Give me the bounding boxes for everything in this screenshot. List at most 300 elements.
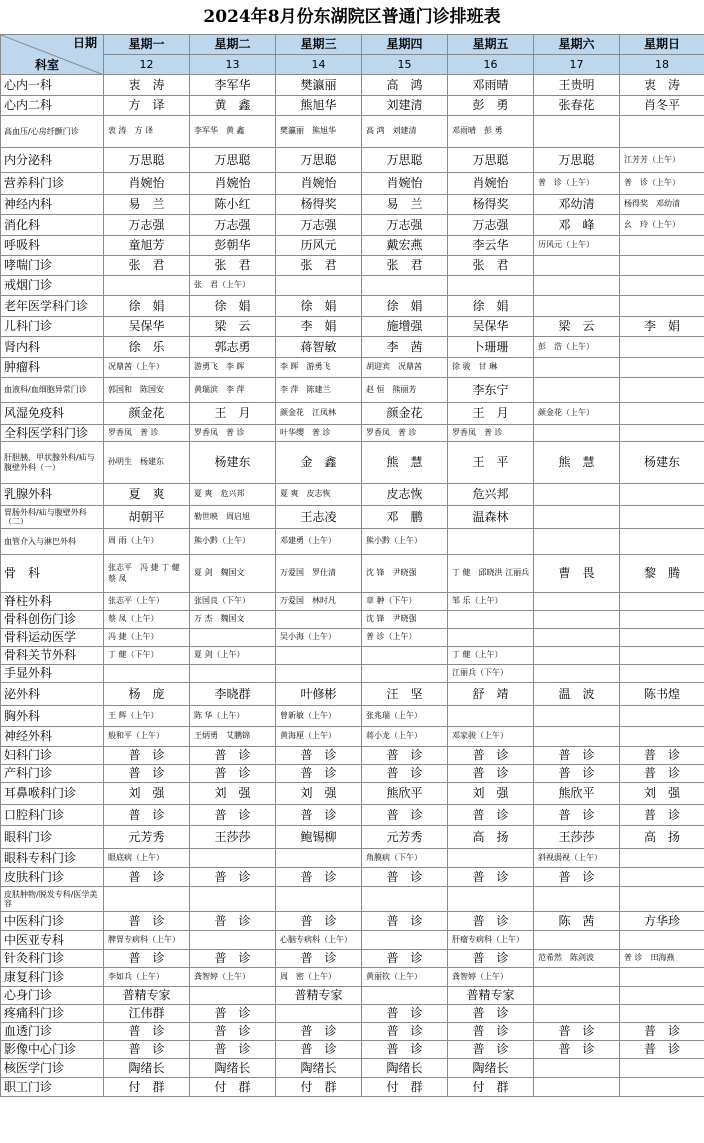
schedule-cell: 普 诊 bbox=[190, 765, 276, 783]
day-header: 星期日 bbox=[620, 35, 704, 55]
schedule-cell: 徐 娟 bbox=[190, 296, 276, 317]
department-name: 骨科运动医学 bbox=[1, 629, 104, 647]
schedule-cell bbox=[362, 931, 448, 950]
table-row bbox=[1, 887, 704, 912]
schedule-cell: 丁 健（上午） bbox=[448, 647, 534, 665]
schedule-cell: 陈 华（上午） bbox=[190, 706, 276, 727]
schedule-cell bbox=[276, 611, 362, 629]
table-row bbox=[1, 296, 704, 317]
table-row bbox=[1, 727, 704, 747]
department-name: 呼吸科 bbox=[1, 236, 104, 256]
schedule-cell: 李云华 bbox=[448, 236, 534, 256]
schedule-cell: 普 诊 bbox=[104, 805, 190, 826]
department-name: 血液科/血细胞异常门诊 bbox=[1, 378, 104, 403]
schedule-cell: 普 诊 bbox=[190, 950, 276, 968]
schedule-cell bbox=[448, 849, 534, 868]
schedule-cell: 张 君（上午） bbox=[190, 276, 276, 296]
schedule-cell bbox=[534, 611, 620, 629]
schedule-cell: 胡迎宾 况鼎茜 bbox=[362, 358, 448, 378]
schedule-cell: 普 诊 bbox=[104, 950, 190, 968]
schedule-cell: 衷 涛 方 译 bbox=[104, 116, 190, 148]
schedule-cell: 李如兵（上午） bbox=[104, 968, 190, 987]
schedule-cell: 周 雨（上午） bbox=[104, 529, 190, 555]
schedule-cell: 万志强 bbox=[104, 215, 190, 236]
schedule-cell: 江伟群 bbox=[104, 1005, 190, 1023]
schedule-cell: 普精专家 bbox=[276, 987, 362, 1005]
schedule-cell bbox=[534, 931, 620, 950]
schedule-cell: 罗香凤 普 诊 bbox=[448, 425, 534, 442]
schedule-cell: 夏 剑 魏国文 bbox=[190, 555, 276, 593]
table-row bbox=[1, 75, 704, 96]
schedule-cell bbox=[104, 665, 190, 683]
department-name: 核医学门诊 bbox=[1, 1059, 104, 1078]
schedule-cell: 普 诊 bbox=[362, 912, 448, 931]
schedule-cell: 徐 娟 bbox=[276, 296, 362, 317]
table-row bbox=[1, 215, 704, 236]
schedule-cell: 夏 爽 bbox=[104, 484, 190, 506]
schedule-cell bbox=[534, 378, 620, 403]
schedule-cell: 张国良（下午） bbox=[190, 593, 276, 611]
schedule-cell: 高 扬 bbox=[448, 826, 534, 849]
date-header: 15 bbox=[362, 55, 448, 75]
department-name: 肾内科 bbox=[1, 337, 104, 358]
schedule-cell: 普 诊 bbox=[362, 747, 448, 765]
schedule-cell bbox=[534, 706, 620, 727]
schedule-cell: 熊 慧 bbox=[534, 442, 620, 484]
schedule-cell: 颜金花 bbox=[104, 403, 190, 425]
schedule-cell bbox=[534, 1005, 620, 1023]
schedule-cell: 张 君 bbox=[362, 256, 448, 276]
schedule-cell: 斜视弱视（上午） bbox=[534, 849, 620, 868]
schedule-cell: 彭 浩（上午） bbox=[534, 337, 620, 358]
date-header: 14 bbox=[276, 55, 362, 75]
schedule-cell: 普 诊 bbox=[620, 1023, 704, 1041]
schedule-cell bbox=[620, 887, 704, 912]
schedule-cell bbox=[362, 276, 448, 296]
department-name: 胸外科 bbox=[1, 706, 104, 727]
schedule-cell bbox=[534, 296, 620, 317]
schedule-cell: 罗香凤 普 诊 bbox=[104, 425, 190, 442]
department-name: 儿科门诊 bbox=[1, 317, 104, 337]
schedule-cell: 李军华 黄 鑫 bbox=[190, 116, 276, 148]
schedule-cell: 普 诊 bbox=[534, 765, 620, 783]
schedule-cell: 徐 娟 bbox=[104, 296, 190, 317]
schedule-cell: 付 群 bbox=[190, 1078, 276, 1097]
schedule-cell: 李军华 bbox=[190, 75, 276, 96]
schedule-cell: 章 翀（下午） bbox=[362, 593, 448, 611]
table-row bbox=[1, 236, 704, 256]
table-row bbox=[1, 665, 704, 683]
schedule-cell: 普 诊 bbox=[534, 1041, 620, 1059]
schedule-cell: 幺 玲（上午） bbox=[620, 215, 704, 236]
schedule-cell: 童旭芳 bbox=[104, 236, 190, 256]
schedule-cell: 邓 鹏 bbox=[362, 506, 448, 529]
schedule-cell bbox=[534, 887, 620, 912]
table-row bbox=[1, 403, 704, 425]
schedule-cell: 熊小黔（上午） bbox=[190, 529, 276, 555]
schedule-cell: 肖婉怡 bbox=[190, 173, 276, 195]
schedule-cell bbox=[620, 484, 704, 506]
schedule-cell: 普 诊 bbox=[276, 765, 362, 783]
schedule-cell bbox=[620, 529, 704, 555]
schedule-cell: 范希然 陈剑波 bbox=[534, 950, 620, 968]
schedule-cell: 普 诊 bbox=[104, 1023, 190, 1041]
table-row bbox=[1, 706, 704, 727]
schedule-cell: 普 诊 bbox=[362, 950, 448, 968]
schedule-cell: 王志凌 bbox=[276, 506, 362, 529]
schedule-cell: 普 诊 bbox=[448, 805, 534, 826]
schedule-cell: 刘 强 bbox=[190, 783, 276, 805]
table-row bbox=[1, 849, 704, 868]
schedule-cell: 普 诊（上午） bbox=[534, 173, 620, 195]
schedule-cell: 陈小红 bbox=[190, 195, 276, 215]
table-row bbox=[1, 611, 704, 629]
schedule-cell: 熊欣平 bbox=[362, 783, 448, 805]
schedule-cell: 杨建东 bbox=[620, 442, 704, 484]
schedule-cell: 危兴邦 bbox=[448, 484, 534, 506]
schedule-cell: 肝瘤专病科（上午） bbox=[448, 931, 534, 950]
schedule-cell bbox=[620, 629, 704, 647]
schedule-cell bbox=[620, 665, 704, 683]
schedule-cell: 普 诊 bbox=[190, 1041, 276, 1059]
schedule-cell: 邓家骏（上午） bbox=[448, 727, 534, 747]
schedule-cell: 吴保华 bbox=[104, 317, 190, 337]
date-header: 16 bbox=[448, 55, 534, 75]
department-name: 血透门诊 bbox=[1, 1023, 104, 1041]
schedule-cell bbox=[190, 629, 276, 647]
schedule-cell: 温 波 bbox=[534, 683, 620, 706]
schedule-cell: 杨建东 bbox=[190, 442, 276, 484]
schedule-cell: 吴小海（上午） bbox=[276, 629, 362, 647]
schedule-cell: 普 诊 bbox=[276, 805, 362, 826]
schedule-cell: 付 群 bbox=[276, 1078, 362, 1097]
schedule-cell bbox=[620, 256, 704, 276]
schedule-cell bbox=[534, 1059, 620, 1078]
schedule-cell: 李 娟 bbox=[620, 317, 704, 337]
schedule-cell: 万 杰 魏国文 bbox=[190, 611, 276, 629]
schedule-cell: 普 诊 bbox=[104, 912, 190, 931]
schedule-cell: 徐 乐 bbox=[104, 337, 190, 358]
schedule-cell bbox=[620, 506, 704, 529]
table-row bbox=[1, 783, 704, 805]
schedule-cell bbox=[534, 593, 620, 611]
schedule-cell: 陶绪长 bbox=[448, 1059, 534, 1078]
table-row bbox=[1, 826, 704, 849]
table-row bbox=[1, 442, 704, 484]
schedule-cell: 郭国和 陈国安 bbox=[104, 378, 190, 403]
schedule-cell: 般和平（上午） bbox=[104, 727, 190, 747]
schedule-cell bbox=[448, 629, 534, 647]
schedule-cell: 方 译 bbox=[104, 96, 190, 116]
schedule-cell: 万志强 bbox=[190, 215, 276, 236]
schedule-cell: 况鼎茜（上午） bbox=[104, 358, 190, 378]
department-name: 戒烟门诊 bbox=[1, 276, 104, 296]
schedule-cell: 历风元（上午） bbox=[534, 236, 620, 256]
schedule-cell: 胡朝平 bbox=[104, 506, 190, 529]
schedule-cell: 高 扬 bbox=[620, 826, 704, 849]
schedule-cell: 陶绪长 bbox=[276, 1059, 362, 1078]
schedule-cell: 刘 强 bbox=[620, 783, 704, 805]
schedule-cell: 普 诊 bbox=[448, 868, 534, 887]
schedule-cell: 普精专家 bbox=[104, 987, 190, 1005]
schedule-cell: 普 诊 bbox=[362, 1041, 448, 1059]
schedule-cell: 刘 强 bbox=[104, 783, 190, 805]
date-header: 18 bbox=[620, 55, 704, 75]
department-name: 肝胆胰、甲状腺外科/疝与腹壁外科（一） bbox=[1, 442, 104, 484]
schedule-cell: 李 娟 bbox=[276, 317, 362, 337]
schedule-cell: 陶绪长 bbox=[190, 1059, 276, 1078]
schedule-cell: 高 鸿 刘建清 bbox=[362, 116, 448, 148]
date-header: 17 bbox=[534, 55, 620, 75]
schedule-cell: 金 鑫 bbox=[276, 442, 362, 484]
schedule-cell: 王 平 bbox=[448, 442, 534, 484]
schedule-cell: 普 诊 bbox=[104, 765, 190, 783]
schedule-cell: 方华珍 bbox=[620, 912, 704, 931]
schedule-cell bbox=[620, 647, 704, 665]
department-name: 老年医学科门诊 bbox=[1, 296, 104, 317]
table-row bbox=[1, 276, 704, 296]
department-name: 胃肠外科/疝与腹壁外科（二） bbox=[1, 506, 104, 529]
schedule-cell: 张 君 bbox=[448, 256, 534, 276]
department-name: 针灸科门诊 bbox=[1, 950, 104, 968]
schedule-cell: 赵 恒 熊丽芳 bbox=[362, 378, 448, 403]
schedule-cell: 陈 茜 bbox=[534, 912, 620, 931]
schedule-cell: 汪 坚 bbox=[362, 683, 448, 706]
department-name: 中医科门诊 bbox=[1, 912, 104, 931]
schedule-cell: 普 诊 bbox=[276, 950, 362, 968]
schedule-cell bbox=[276, 849, 362, 868]
schedule-cell: 徐 娟 bbox=[362, 296, 448, 317]
schedule-cell: 黄 鑫 bbox=[190, 96, 276, 116]
schedule-cell bbox=[620, 931, 704, 950]
schedule-cell bbox=[448, 887, 534, 912]
schedule-cell: 熊小黔（上午） bbox=[362, 529, 448, 555]
schedule-cell: 普 诊 bbox=[276, 1023, 362, 1041]
schedule-cell: 邓 峰 bbox=[534, 215, 620, 236]
department-name: 口腔科门诊 bbox=[1, 805, 104, 826]
department-name: 全科医学科门诊 bbox=[1, 425, 104, 442]
schedule-cell: 普 诊 bbox=[362, 1005, 448, 1023]
schedule-cell: 普 诊 bbox=[448, 1023, 534, 1041]
schedule-cell: 孙明生 杨建东 bbox=[104, 442, 190, 484]
schedule-cell: 黎 腾 bbox=[620, 555, 704, 593]
schedule-cell bbox=[448, 529, 534, 555]
schedule-cell: 沈 锋 尹晓强 bbox=[362, 555, 448, 593]
schedule-cell: 李晓群 bbox=[190, 683, 276, 706]
schedule-cell: 普 诊 bbox=[190, 805, 276, 826]
schedule-cell: 冯 捷（上午） bbox=[104, 629, 190, 647]
schedule-cell: 樊瀛丽 熊旭华 bbox=[276, 116, 362, 148]
schedule-cell: 彭 勇 bbox=[448, 96, 534, 116]
schedule-cell: 王 月 bbox=[448, 403, 534, 425]
day-header: 星期五 bbox=[448, 35, 534, 55]
schedule-cell: 颜金花 江凤林 bbox=[276, 403, 362, 425]
schedule-cell: 万爱国 林时凡 bbox=[276, 593, 362, 611]
table-row bbox=[1, 647, 704, 665]
schedule-cell: 江芳芳（上午） bbox=[620, 148, 704, 173]
schedule-cell bbox=[620, 593, 704, 611]
department-name: 心身门诊 bbox=[1, 987, 104, 1005]
table-row bbox=[1, 116, 704, 148]
schedule-cell: 高 鸿 bbox=[362, 75, 448, 96]
schedule-cell: 王炳勇 艾鹏锦 bbox=[190, 727, 276, 747]
table-row bbox=[1, 593, 704, 611]
table-row bbox=[1, 1005, 704, 1023]
schedule-cell: 普 诊 bbox=[448, 1005, 534, 1023]
schedule-cell bbox=[362, 665, 448, 683]
schedule-cell: 万思聪 bbox=[448, 148, 534, 173]
schedule-cell: 刘 强 bbox=[448, 783, 534, 805]
schedule-cell: 历风元 bbox=[276, 236, 362, 256]
schedule-cell bbox=[620, 1059, 704, 1078]
schedule-cell: 丁 健 邱晓洪 江丽兵 bbox=[448, 555, 534, 593]
schedule-cell: 王贵明 bbox=[534, 75, 620, 96]
schedule-cell bbox=[620, 727, 704, 747]
schedule-cell: 舒 靖 bbox=[448, 683, 534, 706]
department-name: 产科门诊 bbox=[1, 765, 104, 783]
schedule-cell: 普 诊 bbox=[448, 950, 534, 968]
schedule-cell bbox=[620, 116, 704, 148]
table-row bbox=[1, 931, 704, 950]
schedule-cell: 万思聪 bbox=[276, 148, 362, 173]
schedule-cell: 罗香凤 普 诊 bbox=[362, 425, 448, 442]
table-row bbox=[1, 912, 704, 931]
schedule-cell bbox=[620, 403, 704, 425]
schedule-cell: 王 辉（上午） bbox=[104, 706, 190, 727]
schedule-cell: 普 诊 bbox=[276, 912, 362, 931]
schedule-cell: 颜金花（上午） bbox=[534, 403, 620, 425]
schedule-table bbox=[0, 34, 704, 1097]
schedule-cell: 普 诊 bbox=[276, 868, 362, 887]
department-name: 康复科门诊 bbox=[1, 968, 104, 987]
schedule-cell: 普 诊（上午） bbox=[362, 629, 448, 647]
schedule-cell bbox=[620, 1078, 704, 1097]
schedule-cell bbox=[534, 256, 620, 276]
schedule-cell bbox=[190, 849, 276, 868]
schedule-cell: 普 诊（上午） bbox=[620, 173, 704, 195]
schedule-cell: 普 诊 bbox=[190, 1023, 276, 1041]
department-name: 眼科专科门诊 bbox=[1, 849, 104, 868]
schedule-cell: 普 诊 bbox=[190, 1005, 276, 1023]
table-row bbox=[1, 506, 704, 529]
schedule-cell: 万志强 bbox=[362, 215, 448, 236]
schedule-cell: 杨 庞 bbox=[104, 683, 190, 706]
header-row-days bbox=[1, 35, 704, 55]
schedule-cell bbox=[534, 506, 620, 529]
table-row bbox=[1, 765, 704, 783]
schedule-cell: 张志平（上午） bbox=[104, 593, 190, 611]
schedule-cell bbox=[448, 706, 534, 727]
department-name: 心内二科 bbox=[1, 96, 104, 116]
schedule-cell: 陈书煌 bbox=[620, 683, 704, 706]
schedule-cell: 付 群 bbox=[362, 1078, 448, 1097]
table-row bbox=[1, 868, 704, 887]
schedule-cell: 普 诊 bbox=[362, 1023, 448, 1041]
schedule-cell bbox=[190, 887, 276, 912]
schedule-cell: 熊 慧 bbox=[362, 442, 448, 484]
schedule-cell: 王莎莎 bbox=[190, 826, 276, 849]
schedule-cell: 施增强 bbox=[362, 317, 448, 337]
schedule-cell bbox=[620, 378, 704, 403]
schedule-cell: 脾胃专病科（上午） bbox=[104, 931, 190, 950]
schedule-cell: 易 兰 bbox=[104, 195, 190, 215]
schedule-cell: 梁 云 bbox=[534, 317, 620, 337]
schedule-cell: 普 诊 bbox=[620, 1041, 704, 1059]
schedule-cell: 万思聪 bbox=[534, 148, 620, 173]
schedule-cell: 普 诊 bbox=[620, 747, 704, 765]
schedule-cell: 普 诊 bbox=[190, 912, 276, 931]
schedule-cell: 肖婉怡 bbox=[104, 173, 190, 195]
schedule-cell: 丁 健（下午） bbox=[104, 647, 190, 665]
schedule-cell: 颜金花 bbox=[362, 403, 448, 425]
schedule-cell: 邹 乐（上午） bbox=[448, 593, 534, 611]
department-name: 影像中心门诊 bbox=[1, 1041, 104, 1059]
schedule-cell bbox=[534, 425, 620, 442]
schedule-cell: 刘 强 bbox=[276, 783, 362, 805]
table-row bbox=[1, 195, 704, 215]
table-row bbox=[1, 950, 704, 968]
schedule-cell: 普 诊 bbox=[362, 868, 448, 887]
schedule-cell bbox=[190, 665, 276, 683]
department-name: 骨科创伤门诊 bbox=[1, 611, 104, 629]
department-name: 疼痛科门诊 bbox=[1, 1005, 104, 1023]
schedule-cell: 叶华缨 普 诊 bbox=[276, 425, 362, 442]
schedule-cell bbox=[276, 887, 362, 912]
schedule-cell bbox=[534, 987, 620, 1005]
schedule-cell: 李 晖 游勇飞 bbox=[276, 358, 362, 378]
schedule-cell: 普 诊 bbox=[362, 765, 448, 783]
schedule-cell bbox=[190, 987, 276, 1005]
schedule-cell: 心脑专病科（上午） bbox=[276, 931, 362, 950]
schedule-cell: 万志强 bbox=[448, 215, 534, 236]
day-header: 星期四 bbox=[362, 35, 448, 55]
schedule-cell: 徐 娟 bbox=[448, 296, 534, 317]
department-name: 皮肤肿物/脱发专科/医学美容 bbox=[1, 887, 104, 912]
schedule-cell: 普 诊 bbox=[534, 805, 620, 826]
schedule-cell: 江丽兵（下午） bbox=[448, 665, 534, 683]
department-name: 妇科门诊 bbox=[1, 747, 104, 765]
schedule-cell: 付 群 bbox=[104, 1078, 190, 1097]
table-row bbox=[1, 529, 704, 555]
header-corner bbox=[1, 35, 104, 75]
schedule-cell bbox=[620, 296, 704, 317]
department-name: 神经外科 bbox=[1, 727, 104, 747]
table-row bbox=[1, 747, 704, 765]
schedule-cell bbox=[620, 968, 704, 987]
schedule-cell bbox=[620, 987, 704, 1005]
department-name: 内分泌科 bbox=[1, 148, 104, 173]
table-row bbox=[1, 337, 704, 358]
table-row bbox=[1, 96, 704, 116]
schedule-cell bbox=[534, 727, 620, 747]
schedule-cell: 肖婉怡 bbox=[276, 173, 362, 195]
schedule-cell: 叶修彬 bbox=[276, 683, 362, 706]
schedule-cell: 郭志勇 bbox=[190, 337, 276, 358]
department-name: 高血压/心房纤颤门诊 bbox=[1, 116, 104, 148]
schedule-cell: 熊欣平 bbox=[534, 783, 620, 805]
schedule-cell bbox=[276, 1005, 362, 1023]
schedule-cell bbox=[534, 358, 620, 378]
schedule-cell bbox=[620, 706, 704, 727]
table-row bbox=[1, 987, 704, 1005]
schedule-cell: 角膜病（下午） bbox=[362, 849, 448, 868]
schedule-cell: 张兆瑞（上午） bbox=[362, 706, 448, 727]
schedule-cell bbox=[534, 629, 620, 647]
schedule-cell: 皮志恢 bbox=[362, 484, 448, 506]
schedule-cell: 万爱国 罗仕清 bbox=[276, 555, 362, 593]
date-header: 13 bbox=[190, 55, 276, 75]
schedule-cell: 眼底病（上午） bbox=[104, 849, 190, 868]
